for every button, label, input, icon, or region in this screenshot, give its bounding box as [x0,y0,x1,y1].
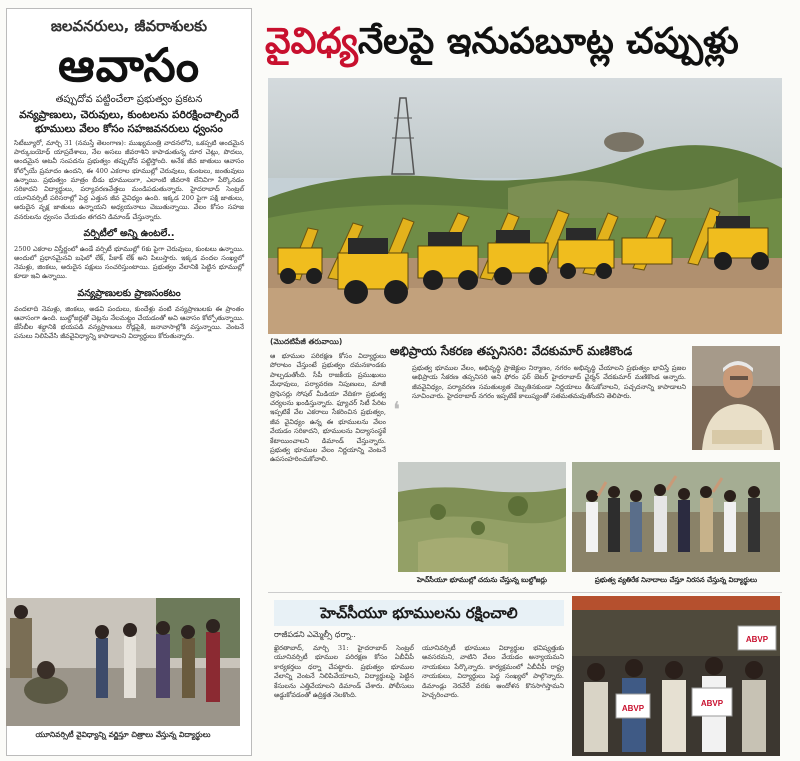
left-headline: ఆవాసం [57,38,201,92]
abvp-protest-illustration [572,596,780,756]
students-painting-illustration [6,598,240,726]
left-subhead-1-text: వర్సిటీలో అన్ని ఉంటలే.. [83,227,175,239]
bulldozers-leveling-photo [398,462,566,572]
students-painting-photo [6,598,240,726]
hcu-column-2: యూనివర్సిటీ భూములు విద్యార్థుల భవిష్యత్తుకు అవసరమని, వాటిని వేలం వేయడం అన్యాయమని నాయకులు పేర్కొన్నారు. కార్యక్రమంలో ఏబీవీపీ రాష్ట్ర నాయకులు, విద్యార్థులు పెద్ద సంఖ్యలో పాల్గొన్నారు. డిమాండ్లు నెరవేరే వరకు ఆందోళన కొనసాగిస్తామని హెచ్చరించారు. [422,644,564,700]
left-photo-caption: యూనివర్సిటీ వైవిధ్యాన్ని వర్ణిస్తూ చిత్రాలు వేస్తున్న విద్యార్థులు [35,730,211,739]
student-protest-photo [572,462,780,572]
abvp-sign-text-1: ABVP [621,704,645,713]
vedakumar-portrait [692,346,780,450]
left-subhead-2-text: వన్యప్రాణులకు ప్రాణసంకటం [77,287,181,299]
opinion-text: ప్రభుత్వ భూముల వేలం, అభివృద్ధి ప్రాజెక్టుల నిర్మాణం, నగరం అభివృద్ధి చేయాలని ప్రభుత్వం భావిస్తే ప్రజల అభిప్రాయ సేకరణ తప్పనిసరి అని ఫోరం ఫర్ బెటర్ హైదరాబాద్ చైర్మన్ వేదకుమార్ మణికొండ అన్నారు. జీవవైవిధ్యం, పర్యావరణ సమతుల్యత దెబ్బతినకుండా నిర్ణయాలు తీసుకోవాలని, పచ్చదనాన్ని కాపాడాలని సూచించారు. హైదరాబాద్ నగరం ఇప్పటికే కాలుష్యంతో సతమతమవుతోందని తెలిపారు. [412,364,686,401]
hcu-column-1: ఖైరతాబాద్, మార్చి 31: హైదరాబాద్ సెంట్రల్ యూనివర్సిటీ భూముల పరిరక్షణ కోసం ఏబీవీపీ కార్యకర్తలు ధర్నా చేపట్టారు. ప్రభుత్వం భూముల వేలాన్ని వెంటనే నిలిపివేయాలని, విద్యార్థులపై పెట్టిన కేసులను ఎత్తివేయాలని డిమాండ్ చేశారు. పోలీసులు అడ్డుకోవడంతో ఉద్రిక్తత నెలకొంది. [274,644,414,700]
main-headline-rest: నేలపై ఇనుపబూట్ల చప్పుళ్లు [357,21,739,62]
leveling-photo-caption: హెచ్‌సీయూ భూముల్లో చదును చేస్తున్న బుల్డోజర్లు [417,576,547,584]
bulldozers-illustration [268,78,782,334]
abvp-sign-text-3: ABVP [745,635,769,644]
bulldozers-photo [268,78,782,334]
quote-icon: ❛ [393,398,401,423]
left-para-3: వందలాది నెమళ్లు, జింకలు, అడవి పందులు, కుందేళ్లు వంటి వన్యప్రాణులకు ఈ ప్రాంతం ఆవాసంగా ఉంది. బుల్డోజర్లతో చెట్లను నేలమట్టం చేయడంతో అవి ఆవాసం కోల్పోతున్నాయి. జేసీబీల శబ్దానికి భయపడి వన్యప్రాణులు రోడ్లపైకి, జనావాసాల్లోకి వస్తున్నాయి. వెంటనే పనులు నిలిపివేసి జీవవైవిధ్యాన్ని కాపాడాలని విద్యార్థులు కోరుతున్నారు. [14,304,244,341]
left-para-1: సిటీబ్యూరో, మార్చి 31 (నమస్తే తెలంగాణ): ముఖ్యమంత్రి వాదనలోని, ఒకప్పటి అందమైన పార్కుబయోధ్ యాప్రదేశాలు, నేల అసలు జీవరాశిని కాపాడుతున్న దూర చెట్లు, పొదలు, అందమైన అటవీ సంపదను ప్రభుత్వం తప్పుదోవ పట్టిస్తోంది. అనేక జీవ జాతులు ఆవాసం కోల్పోయే ప్రమాదం ఉందని, ఈ 400 ఎకరాల భూముల్లో చెరువులు, కుంటలు, జంతువులు ఉన్నాయి. ప్రభుత్వం మాత్రం బీడు భూములుగా, ఎలాంటి జీవరాశి లేనివిగా పేర్కొనడం సరికాదని విద్యార్థులు, పర్యావరణవేత్తలు మండిపడుతున్నారు. హైదరాబాద్ సెంట్రల్ యూనివర్సిటీ పరిసరాల్లో పెద్ద ఎత్తున జీవ వైవిధ్యం ఉంది. ఇక్కడ 200 పైగా పక్షి జాతులు, అరుదైన వృక్ష జాతులు ఉన్నాయని అధ్యయనాలు చెబుతున్నాయి. వేలం కోసం సహజ వనరులను ధ్వంసం చేయడం తగదని డిమాండ్ చేస్తున్నారు. [14,139,244,221]
left-para-2: 2500 ఎకరాల విస్తీర్ణంలో ఉండే వర్సిటీ భూముల్లో 6కు పైగా చెరువులు, కుంటలు ఉన్నాయి. అందులో ప్రధానమైనవి బఫెలో లేక్, పీకాక్ లేక్ అని పిలుస్తారు. ఇక్కడ వందల సంఖ్యలో నెమళ్లు, జింకలు, అరుదైన పక్షులు సంచరిస్తుంటాయి. ప్రభుత్వం వేలానికి పెట్టిన భూముల్లో కూడా ఇవి ఉన్నాయి. [14,244,244,281]
opinion-headline: అభిప్రాయ సేకరణ తప్పనిసరి: వేదకుమార్ మణికొండ [390,344,633,358]
land-leveling-illustration [398,462,566,572]
main-column-1: ఆ భూముల పరిరక్షణ కోసం విద్యార్థులు పోరాటం చేస్తుంటే ప్రభుత్వం దమనకాండకు పాల్పడుతోంది. సీపీ రాజకీయ ప్రముఖులు మేధావులు, పర్యావరణ నిపుణులు, మాజీ ప్రొఫెసర్లు సోషల్ మీడియా వేదికగా ప్రభుత్వ చర్యలను ఖండిస్తున్నారు. ఫ్యూచర్ సిటీ పేరిట ఇప్పటికే వేల ఎకరాలు సేకరించిన ప్రభుత్వం, జీవ వైవిధ్యం ఉన్న ఈ భూములను వేలం వేయడం సరికాదని, భూములను విద్యాసంస్థకే కేటాయించాలని డిమాండ్ చేస్తున్నారు. ప్రభుత్వ భూముల వేలం నిర్ణయాన్ని వెంటనే ఉపసంహరించుకోవాలి. [270,352,386,464]
protest-photo-caption: ప్రభుత్వ వ్యతిరేక నినాదాలు చేస్తూ నిరసన చేస్తున్న విద్యార్థులు [594,576,758,584]
portrait-illustration [692,346,780,450]
left-deck: తప్పుదోవ పట్టించేలా ప్రభుత్వం ప్రకటన [55,94,203,105]
main-headline-highlight: వైవిధ్య [265,21,358,62]
abvp-sign-text-2: ABVP [700,699,724,708]
section-divider [268,592,782,593]
left-subhead-2 [7,288,251,301]
left-deck-strong: వన్యప్రాణులు, చెరువులు, కుంటలను పరిరక్షించాల్సిందే భూములు వేలం కోసం సహజవనరులు ధ్వంసం [19,109,239,135]
protest-illustration [572,462,780,572]
hcu-subhead: రాజీపడని ఎమ్మెల్సీ ధర్నా.. [274,630,356,639]
hcu-headline: హెచ్‌సీయూ భూములను రక్షించాలి [274,600,564,626]
abvp-protest-photo [572,596,780,756]
main-headline [265,12,795,72]
left-kicker: జలవనరులు, జీవరాశులకు [50,17,208,35]
left-subhead-1 [7,228,251,241]
photo-credit: (మెుదటిపేజీ తరువాయి) [270,337,343,346]
